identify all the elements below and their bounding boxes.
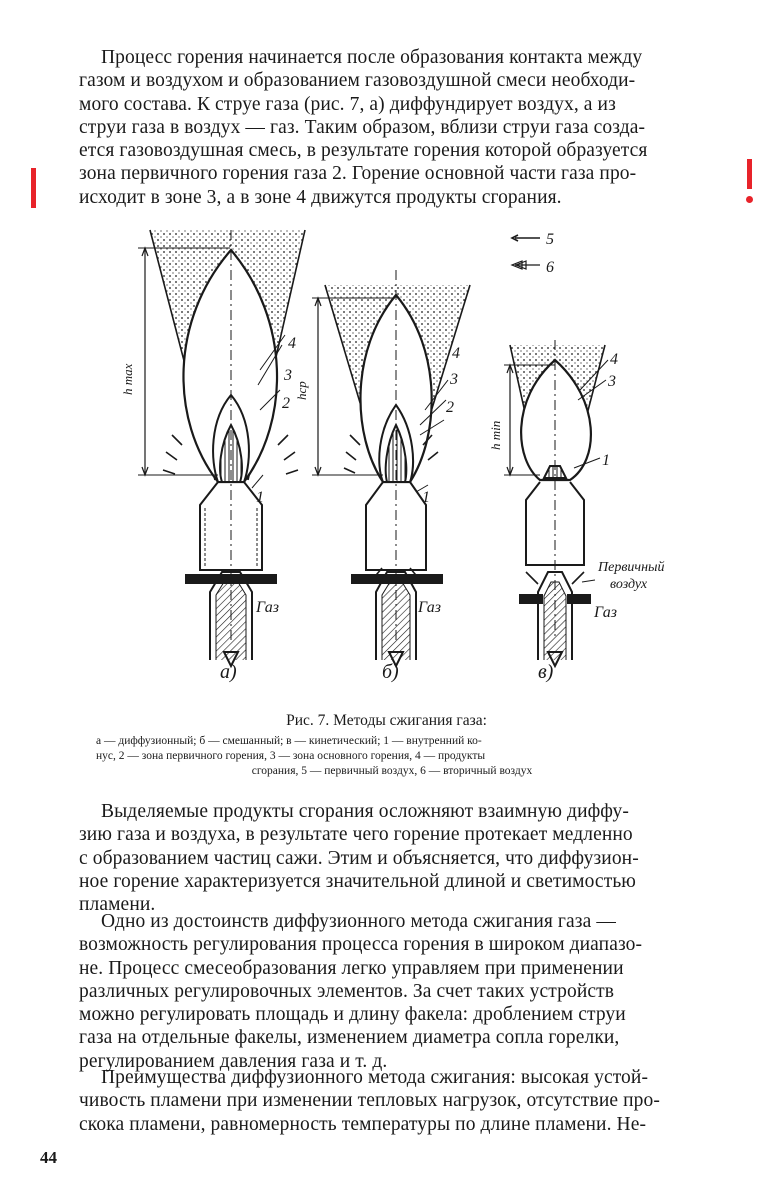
page-number: 44 [40,1148,57,1167]
gas-label-a: Газ [256,599,279,616]
text-line: пламени. [79,894,156,916]
red-exclamation-dot [746,196,753,203]
label-1-b: 1 [422,489,430,506]
paragraph-4 [79,1066,737,1136]
burner-c [504,235,608,666]
text-line: не. Процесс смесеобразования легко управляем при применении [79,957,624,979]
figure-legend [96,734,688,779]
primary-air-label-1: Первичный [598,560,665,575]
text-line: различных регулировочных элементов. За счет таких устройств [79,980,615,1002]
legend-6-label: 6 [546,259,554,276]
label-3-b: 3 [450,371,458,388]
label-3-a: 3 [284,367,292,384]
text-line: зию газа и воздуха, в результате чего горение протекает медленно [79,824,633,846]
h-mid-label: hср [294,381,309,400]
primary-air-label-2: воздух [610,577,648,592]
burner-b [312,270,470,666]
subfigure-c: в) [538,661,554,683]
text-line: ется газовоздушная смесь, в результате горения которой образуется [79,140,648,162]
burner-figure [60,220,740,710]
paragraph-3 [79,910,737,1073]
legend-line: сгорания, 5 — первичный воздух, 6 — вторичный воздух [251,765,533,777]
legend-line: нус, 2 — зона первичного горения, 3 — зона основного горения, 4 — продукты [96,750,486,762]
paragraph-1 [79,46,737,209]
text-line: скока пламени, равномерность температуры по длине пламени. Не- [79,1113,647,1135]
text-line: мого состава. К струе газа (рис. 7, а) диффундирует воздух, а из [79,93,616,115]
text-line: ное горение характеризуется значительной длиной и светимостью [79,870,636,892]
text-line: возможность регулирования процесса горения в широком диапазо- [79,934,643,956]
text-line: регулированием давления газа и т. д. [79,1050,388,1072]
subfigure-b: б) [382,661,399,683]
text-line: чивость пламени при изменении тепловых нагрузок, отсутствие про- [79,1090,660,1112]
figure-caption-title: Рис. 7. Методы сжигания газа: [286,712,487,729]
text-line: Одно из достоинств диффузионного метода сжигания газа — [101,911,616,932]
text-line: газа на отдельные факелы, изменением диаметра сопла горелки, [79,1027,620,1049]
subfigure-a: а) [220,661,237,683]
red-exclamation-mark [747,159,752,189]
text-line: Преимущества диффузионного метода сжигания: высокая устой- [101,1067,649,1088]
legend-line: а — диффузионный; б — смешанный; в — кинетический; 1 — внутренний ко- [96,735,482,747]
label-2-a: 2 [282,395,290,412]
gas-label-c: Газ [594,604,617,621]
text-line: с образованием частиц сажи. Этим и объясняется, что диффузион- [79,847,639,869]
label-2-b: 2 [446,399,454,416]
red-margin-bar [31,168,36,208]
label-4-c: 4 [610,351,618,368]
text-line: струи газа в воздух — газ. Таким образом, вблизи струи газа созда- [79,116,646,138]
text-line: исходит в зоне 3, а в зоне 4 движутся продукты сгорания. [79,186,562,208]
text-line: можно регулировать площадь и длину факела: дроблением струи [79,1004,626,1026]
h-min-label: h min [488,420,503,450]
text-line: газом и воздухом и образованием газовоздушной смеси необходи- [79,70,636,92]
gas-label-b: Газ [418,599,441,616]
h-max-label: h max [120,363,135,395]
text-line: Процесс горения начинается после образования контакта между [101,47,643,68]
text-line: Выделяемые продукты сгорания осложняют взаимную диффу- [101,801,629,822]
label-4-a: 4 [288,335,296,352]
paragraph-2 [79,800,737,916]
legend-5-label: 5 [546,231,554,248]
label-3-c: 3 [608,373,616,390]
label-4-b: 4 [452,345,460,362]
label-1-c: 1 [602,452,610,469]
burner-a [138,230,305,666]
text-line: зона первичного горения газа 2. Горение основной части газа про- [79,163,637,185]
label-1-a: 1 [256,489,264,506]
